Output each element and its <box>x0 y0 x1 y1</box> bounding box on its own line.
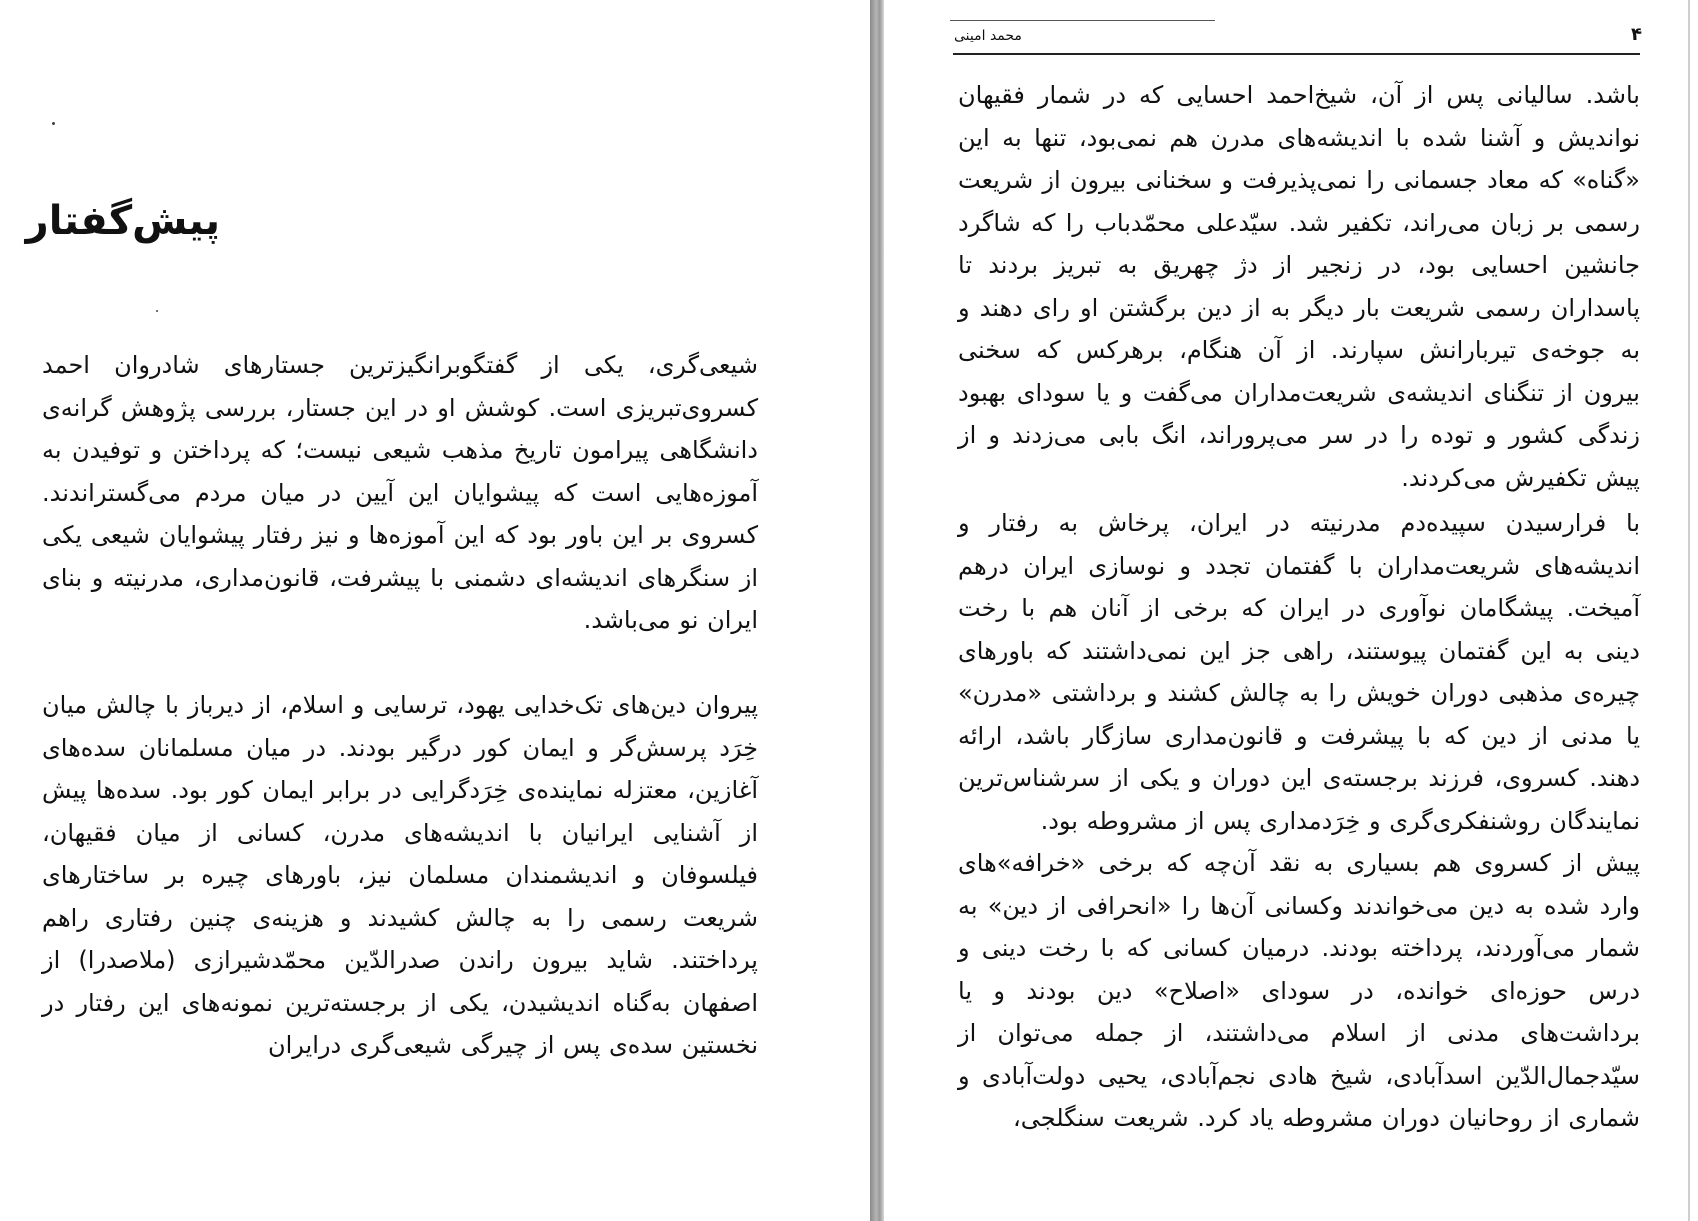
page-number: ۴ <box>1631 24 1642 45</box>
scan-speck <box>156 310 158 312</box>
running-head: محمد امینی <box>954 28 1022 44</box>
paragraph-3: پیش از کسروی هم بسیاری به نقد آن‌چه که برخی «خرافه»‌های وارد شده به دین می‌خواندند وکسانی آن‌ها را «انحرافی از دین» به شمار می‌آوردند، پرداخته بودند. درمیان کسانی که با رخت دینی و درس حوزه‌ای خوانده، در سودای «اصلاح» دین بودند و یا برداشت‌های مدنی از اسلام می‌داشتند، از جمله می‌توان از سیّدجمال‌الدّین اسدآبادی، شیخ هادی نجم‌آبادی، یحیی دولت‌آبادی و شماری از روحانیان دوران مشروطه یاد کرد. شریعت سنگلجی، <box>958 849 1640 1132</box>
top-rule <box>950 20 1215 21</box>
paragraph-2: با فرارسیدن سپیده‌دم مدرنیته در ایران، پرخاش به رفتار و اندیشه‌های شریعت‌مداران با گفتمان تجدد و نوسازی ایران درهم آمیخت. پیشگامان نوآوری در ایران که برخی از آنان هم با رخت دینی به این گفتمان پیوستند، راهی جز این نمی‌داشتند که باورهای چیره‌ی مذهبی دوران خویش را به چالش کشند و برداشتی «مدرن» یا مدنی از دین که با پیشرفت و قانون‌مداری سازگار باشد، ارائه دهند. کسروی، فرزند برجسته‌ی این دوران و یکی از سرشناس‌ترین نمایندگان روشنفکری‌گری و خِرَدمداری پس از مشروطه بود. <box>958 509 1640 835</box>
paragraph-2: پیروان دین‌های تک‌خدایی یهود، ترسایی و اسلام، از دیرباز با چالش میان خِرَد پرسش‌گر و ایمان کور درگیر بودند. در میان مسلمانان سده‌های آغازین، معتزله نماینده‌ی خِرَدگرایی در برابر ایمان کور بود. سده‌ها پیش از آشنایی ایرانیان با اندیشه‌های مدرن، کسانی از میان فقیهان، فیلسوفان و اندیشمندان مسلمان نیز، باورهای چیره بر ساختارهای شریعت رسمی را به چالش کشیدند و هزینه‌ی چنین رفتاری راهم پرداختند. شاید بیرون راندن صدرالدّین محمّدشیرازی (ملاصدرا) از اصفهان به‌گناه اندیشیدن، یکی از برجسته‌ترین نمونه‌های این رفتار در نخستین سده‌ی پس از چیرگی شیعی‌گری درایران <box>42 691 758 1059</box>
header-rule <box>953 53 1640 55</box>
chapter-title: پیش‌گفتار <box>25 198 220 244</box>
paragraph-1: شیعی‌گری، یکی از گفتگوبرانگیزترین جستارهای شادروان احمد کسروی‌تبریزی است. کوشش او در این جستار، بررسی پژوهش گرانه‌ی دانشگاهی پیرامون تاریخ مذهب شیعی نیست؛ که پرداختن و توفیدن به آموزه‌هایی است که پیشوایان این آیین در میان مردم می‌گستراندند. کسروی بر این باور بود که این آموزه‌ها و نیز رفتار پیشوایان شیعی یکی از سنگرهای اندیشه‌ای دشمنی با پیشرفت، قانون‌مداری، مدرنیته و بنای ایران نو می‌باشد. <box>42 351 758 634</box>
paragraph-1: باشد. سالیانی پس از آن، شیخ‌احمد احسایی که در شمار فقیهان نواندیش و آشنا شده با اندیشه‌های مدرن هم نمی‌بود، تنها به این «گناه» که معاد جسمانی را نمی‌پذیرفت و سخنانی بیرون از شریعت رسمی بر زبان می‌راند، تکفیر شد. سیّدعلی محمّدباب را که شاگرد جانشین احسایی بود، در زنجیر از دژ چهریق به تبریز بردند تا پاسداران رسمی شریعت بار دیگر به از دین برگشتن او رای دهند و به جوخه‌ی تیربارانش سپارند. از آن هنگام، برهرکس که سخنی بیرون از تنگنای اندیشه‌ی شریعت‌مداران می‌گفت و یا سودای بهبود زندگی کشور و توده را در سر می‌پروراند، انگ بابی می‌زدند و از پیش تکفیرش می‌کردند. <box>958 81 1640 492</box>
scan-speck <box>52 122 55 125</box>
book-spine <box>870 0 884 1221</box>
page-edge <box>1688 0 1690 1221</box>
